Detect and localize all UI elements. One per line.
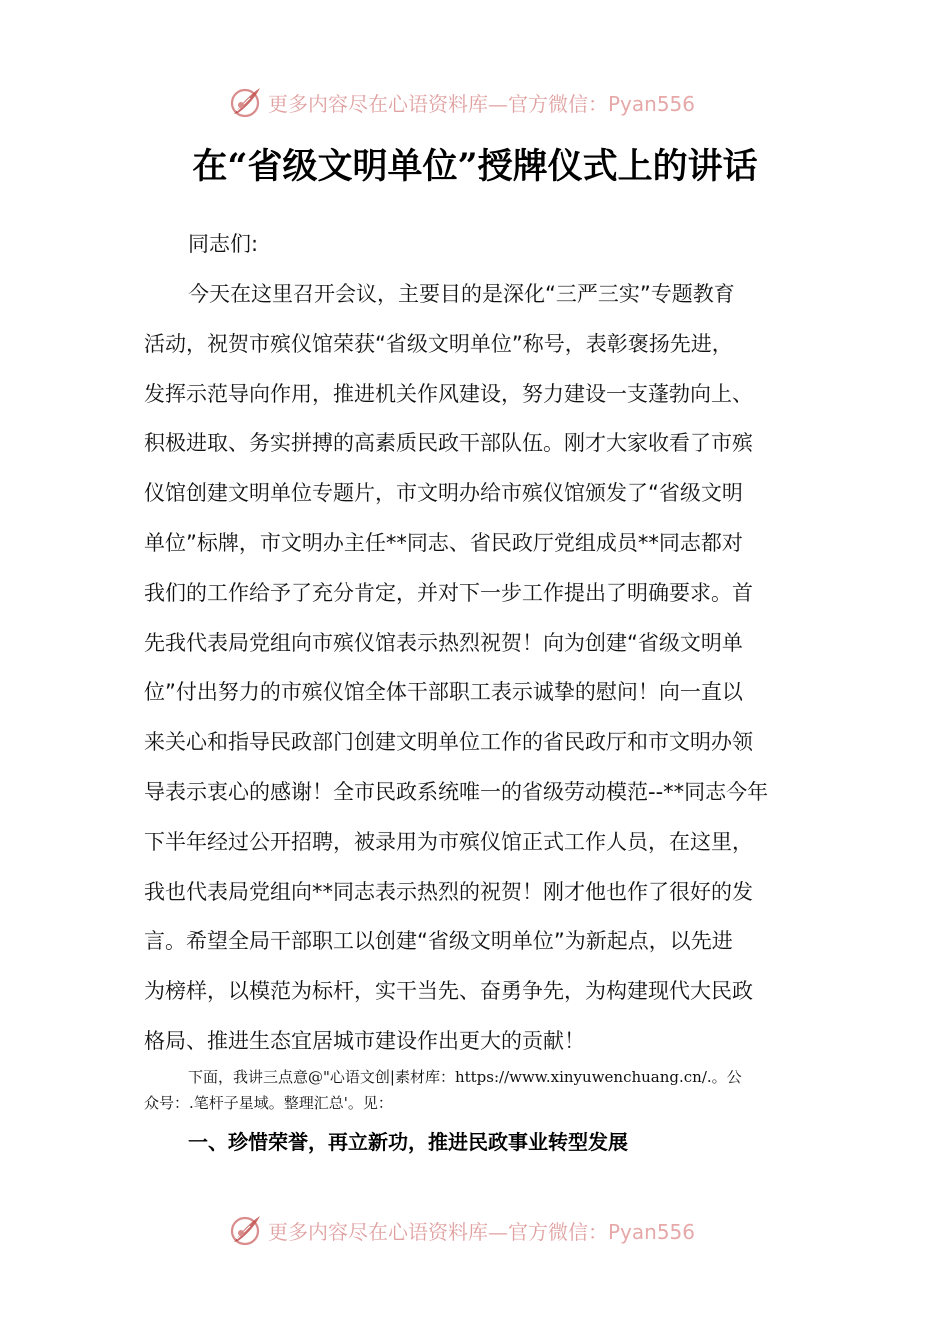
watermark-text: 更多内容尽在心语资料库—官方微信：Pyan556 [268,1219,696,1244]
body-line: 单位”标牌，市文明办主任**同志、省民政厅党组成员**同志都对 [144,530,743,555]
watermark-banner-top [228,82,728,122]
body-line: 今天在这里召开会议，主要目的是深化“三严三实”专题教育 [188,282,735,306]
body-line: 为榜样，以模范为标杆，实干当先、奋勇争先，为构建现代大民政 [144,979,753,1004]
watermark-brand: Pyan556 [608,1219,696,1244]
small-note-paragraph [144,1064,824,1116]
body-line: 我也代表局党组向**同志表示热烈的祝贺！刚才他也作了很好的发 [144,879,753,904]
body-line: 格局、推进生态宜居城市建设作出更大的贡献！ [144,1028,585,1053]
body-line: 言。希望全局干部职工以创建“省级文明单位”为新起点，以先进 [144,929,733,954]
body-line: 发挥示范导向作用，推进机关作风建设，努力建设一支蓬勃向上、 [144,381,753,406]
watermark-brand: Pyan556 [608,91,696,116]
small-note-line: 众号：.笔杆子星域。整理汇总'。见： [144,1094,393,1112]
body-line: 导表示衷心的感谢！全市民政系统唯一的省级劳动模范--**同志今年 [144,779,769,804]
section-heading: 一、珍惜荣誉，再立新功，推进民政事业转型发展 [188,1130,628,1154]
body-line: 活动，祝贺市殡仪馆荣获“省级文明单位”称号，表彰褒扬先进， [144,331,733,356]
body-line: 位”付出努力的市殡仪馆全体干部职工表示诚挚的慰问！向一直以 [144,680,743,705]
body-paragraph [144,274,824,1071]
body-line: 积极进取、务实拼搏的高素质民政干部队伍。刚才大家收看了市殡 [144,431,753,456]
quill-logo-icon [228,1212,264,1248]
quill-logo-icon [228,84,264,120]
small-note-line: 下面，我讲三点意@"心语文创|素材库：https://www.xinyuwenchuang.cn/.。公 [188,1068,742,1086]
body-line: 下半年经过公开招聘，被录用为市殡仪馆正式工作人员，在这里， [144,829,753,854]
body-line: 先我代表局党组向市殡仪馆表示热烈祝贺！向为创建“省级文明单 [144,630,743,655]
watermark-text: 更多内容尽在心语资料库—官方微信：Pyan556 [268,91,696,116]
document-title: 在“省级文明单位”授牌仪式上的讲话 [192,146,758,187]
body-line: 来关心和指导民政部门创建文明单位工作的省民政厅和市文明办领 [144,730,753,755]
body-line: 仪馆创建文明单位专题片，市文明办给市殡仪馆颁发了“省级文明 [144,481,743,506]
body-line: 我们的工作给予了充分肯定，并对下一步工作提出了明确要求。首 [144,580,753,605]
salutation: 同志们: [188,232,259,256]
watermark-banner-bottom [228,1210,728,1250]
